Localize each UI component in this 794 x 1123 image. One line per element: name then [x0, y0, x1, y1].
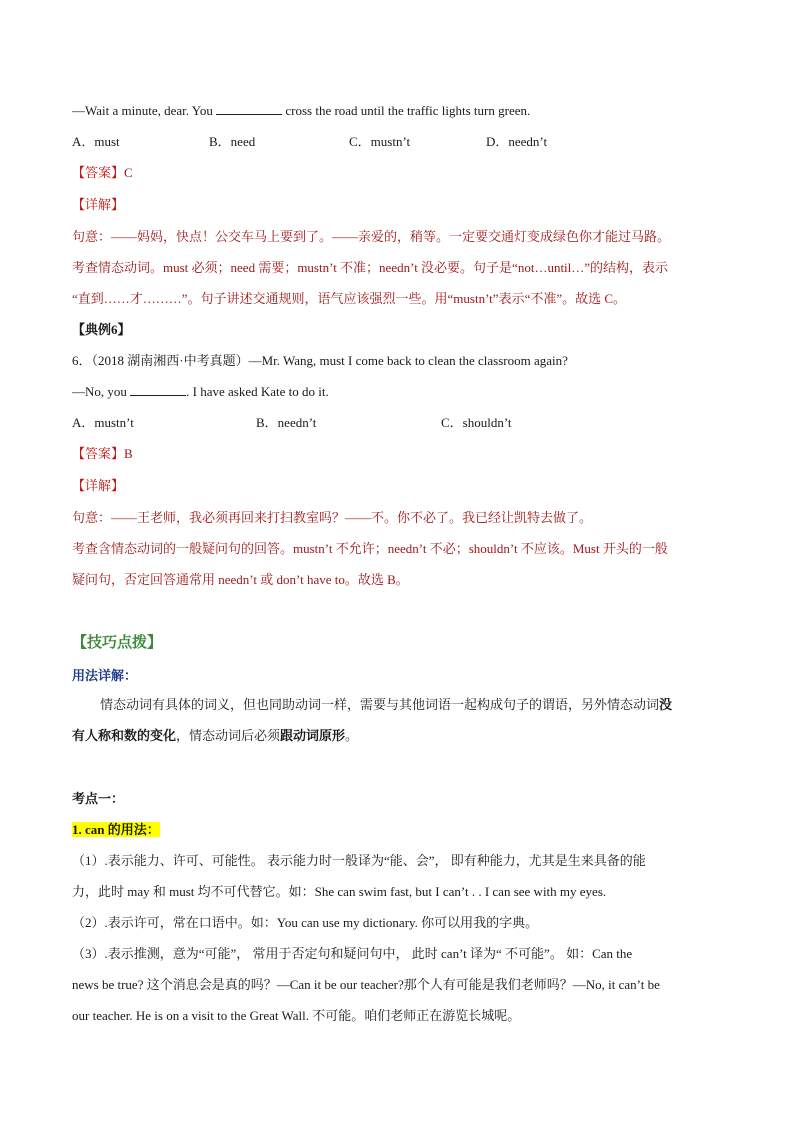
q5-blank — [216, 102, 282, 115]
tips-subtitle: 用法详解： — [72, 668, 138, 683]
q5-detail-line-2: 考查情态动词。must 必须；need 需要；mustn’t 不准；needn’t 没必要。句子是“not…until…”的结构，表示 — [72, 260, 669, 275]
kaodian-heading: 考点一： — [72, 791, 125, 806]
q6-detail-label: 【详解】 — [72, 478, 125, 493]
q6-option-b: B．needn’t — [256, 415, 317, 430]
q6-answer-label: 【答案】 — [72, 446, 125, 461]
tips-para-2c: 跟动词原形 — [280, 728, 346, 743]
q6-detail-line-3: 疑问句，否定回答通常用 needn’t 或 don’t have to。故选 B。 — [72, 572, 409, 587]
tips-title: 【技巧点拨】 — [72, 635, 163, 651]
tips-para-2a: 有人称和数的变化 — [72, 728, 177, 743]
q6-answer-value: B — [124, 446, 133, 461]
kaodian-title-wrap — [72, 821, 160, 839]
q6-detail-line-1: 句意：——王老师，我必须再回来打扫教室吗？——不。你不必了。我已经让凯特去做了。 — [72, 510, 593, 525]
tips-para-2b: ，情态动词后必须 — [176, 728, 281, 743]
kaodian-line-3: （2）.表示许可，常在口语中。如：You can use my dictionary. 你可以用我的字典。 — [72, 915, 539, 930]
q5-detail-line-3: “直到……才………”。句子讲述交通规则，语气应该强烈一些。用“mustn’t”表示“不准”。故选 C。 — [72, 291, 627, 306]
q5-option-b: B．need — [209, 134, 256, 149]
tips-para-1b: 没 — [659, 697, 673, 712]
q5-question-pre: —Wait a minute, dear. You — [72, 103, 213, 118]
kaodian-line-6: our teacher. He is on a visit to the Great Wall. 不可能。咱们老师正在游览长城呢。 — [72, 1008, 521, 1023]
q5-answer-label: 【答案】 — [72, 165, 125, 180]
kaodian-title: 1. can 的用法： — [72, 822, 160, 837]
q6-answer — [72, 445, 133, 463]
q5-question-post: cross the road until the traffic lights turn green. — [285, 103, 531, 118]
q6-detail-line-2: 考查含情态动词的一般疑问句的回答。mustn’t 不允许；needn’t 不必；shouldn’t 不应该。Must 开头的一般 — [72, 541, 668, 556]
kaodian-line-5: news be true? 这个消息会是真的吗？—Can it be our teacher?那个人有可能是我们老师吗？—No, it can’t be — [72, 977, 660, 992]
q5-answer-value: C — [124, 165, 133, 180]
q6-question-2-pre: —No, you — [72, 384, 127, 399]
q5-answer — [72, 164, 133, 182]
kaodian-line-4: （3）.表示推测，意为“可能”， 常用于否定句和疑问句中， 此时 can’t 译为“ 不可能”。 如：Can the — [72, 946, 633, 961]
q6-option-c: C．shouldn’t — [441, 415, 512, 430]
kaodian-line-2: 力，此时 may 和 must 均不可代替它。如：She can swim fast, but I can’t . . I can see with my eyes. — [72, 884, 607, 899]
q6-option-a: A．mustn’t — [72, 415, 134, 430]
q5-question — [72, 102, 530, 120]
q5-detail-line-1: 句意：——妈妈，快点！公交车马上要到了。——亲爱的，稍等。一定要交通灯变成绿色你才能过马路。 — [72, 229, 671, 244]
q6-question-2 — [72, 383, 329, 401]
q6-heading: 【典例6】 — [72, 322, 131, 337]
tips-paragraph-line-1 — [100, 696, 750, 714]
q5-option-a: A．must — [72, 134, 120, 149]
kaodian-line-1: （1）.表示能力、许可、可能性。 表示能力时一般译为“能、会”， 即有种能力，尤其是生来具备的能 — [72, 853, 646, 868]
tips-para-2d: 。 — [345, 728, 359, 743]
tips-paragraph-line-2 — [72, 727, 722, 745]
q6-question-2-post: . I have asked Kate to do it. — [186, 384, 329, 399]
tips-para-1a: 情态动词有具体的词义，但也同助动词一样，需要与其他词语一起构成句子的谓语，另外情态动词 — [100, 697, 660, 712]
q5-detail-label: 【详解】 — [72, 197, 125, 212]
q5-option-c: C．mustn’t — [349, 134, 411, 149]
q6-question-1: 6．（2018 湖南湘西·中考真题）—Mr. Wang, must I come back to clean the classroom again? — [72, 353, 568, 368]
q5-option-d: D．needn’t — [486, 134, 548, 149]
q6-blank — [130, 383, 186, 396]
